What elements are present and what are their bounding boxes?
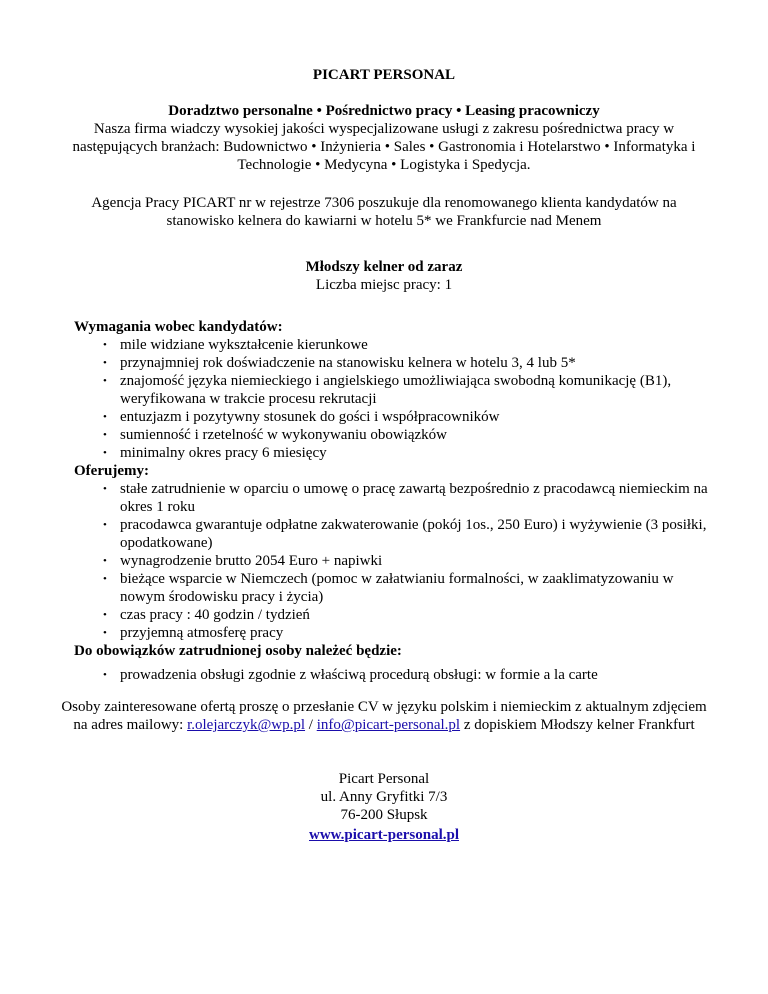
address-street: ul. Anny Gryfitki 7/3 bbox=[320, 789, 448, 805]
requirements-heading: Wymagania wobec kandydatów: bbox=[74, 319, 283, 335]
requirements-section bbox=[74, 318, 708, 462]
contact-separator: / bbox=[305, 717, 317, 733]
intro-text: Nasza firma wiadczy wysokiej jakości wyspecjalizowane usługi z zakresu pośrednictwa pracy w następujących branżach: Budownictwo • Inżynieria • Sales • Gastronomia i Hotelarstwo • Informatyka i Technologie • Medycyna • Logistyka i Spedycja. bbox=[72, 121, 696, 173]
website-link[interactable]: www.picart-personal.pl bbox=[309, 827, 459, 843]
list-item: • bieżące wsparcie w Niemczech (pomoc w załatwianiu formalności, w zaaklimatyzowaniu w nowym środowisku pracy i życia) bbox=[120, 570, 708, 606]
list-item: • wynagrodzenie brutto 2054 Euro + napiwki bbox=[120, 552, 708, 570]
header-block bbox=[60, 102, 708, 174]
list-item: • prowadzenia obsługi zgodnie z właściwą procedurą obsługi: w formie a la carte bbox=[120, 666, 708, 684]
website-block bbox=[60, 826, 708, 844]
duties-list bbox=[74, 666, 708, 684]
duties-section bbox=[74, 642, 708, 684]
list-item: • przyjemną atmosferę pracy bbox=[120, 624, 708, 642]
list-item: • minimalny okres pracy 6 miesięcy bbox=[120, 444, 708, 462]
position-title: Młodszy kelner od zaraz bbox=[305, 259, 463, 275]
list-item: • pracodawca gwarantuje odpłatne zakwaterowanie (pokój 1os., 250 Euro) i wyżywienie (3 posiłki, opodatkowane) bbox=[120, 516, 708, 552]
contact-block bbox=[60, 698, 708, 734]
offer-section bbox=[74, 462, 708, 642]
email-link-1[interactable]: r.olejarczyk@wp.pl bbox=[187, 717, 306, 733]
list-item: • czas pracy : 40 godzin / tydzień bbox=[120, 606, 708, 624]
list-item: • entuzjazm i pozytywny stosunek do gości i współpracowników bbox=[120, 408, 708, 426]
position-places: Liczba miejsc pracy: 1 bbox=[315, 277, 453, 293]
requirements-list bbox=[74, 336, 708, 462]
contact-text-after: z dopiskiem Młodszy kelner Frankfurt bbox=[460, 717, 695, 733]
duties-heading: Do obowiązków zatrudnionej osoby należeć będzie: bbox=[74, 643, 402, 659]
company-name: PICART PERSONAL bbox=[312, 67, 456, 83]
offer-list bbox=[74, 480, 708, 642]
offer-heading: Oferujemy: bbox=[74, 463, 149, 479]
list-item: • mile widziane wykształcenie kierunkowe bbox=[120, 336, 708, 354]
list-item: • znajomość języka niemieckiego i angielskiego umożliwiająca swobodną komunikację (B1), weryfikowana w trakcie procesu rekrutacji bbox=[120, 372, 708, 408]
address-name: Picart Personal bbox=[338, 771, 430, 787]
list-item: • stałe zatrudnienie w oparciu o umowę o pracę zawartą bezpośrednio z pracodawcą niemieckim na okres 1 roku bbox=[120, 480, 708, 516]
contact-text-before: Osoby zainteresowane ofertą proszę o przesłanie CV w języku polskim i niemieckim z aktualnym zdjęciem na adres mailowy: bbox=[61, 699, 707, 733]
address-city: 76-200 Słupsk bbox=[340, 807, 428, 823]
list-item: • przynajmniej rok doświadczenie na stanowisku kelnera w hotelu 3, 4 lub 5* bbox=[120, 354, 708, 372]
agency-text: Agencja Pracy PICART nr w rejestrze 7306 poszukuje dla renomowanego klienta kandydatów na stanowisko kelnera do kawiarni w hotelu 5* we Frankfurcie nad Menem bbox=[91, 195, 677, 229]
address-block bbox=[60, 770, 708, 824]
email-link-2[interactable]: info@picart-personal.pl bbox=[316, 717, 461, 733]
list-item: • sumienność i rzetelność w wykonywaniu obowiązków bbox=[120, 426, 708, 444]
tagline: Doradztwo personalne • Pośrednictwo pracy • Leasing pracowniczy bbox=[168, 103, 600, 119]
position-block bbox=[60, 258, 708, 294]
